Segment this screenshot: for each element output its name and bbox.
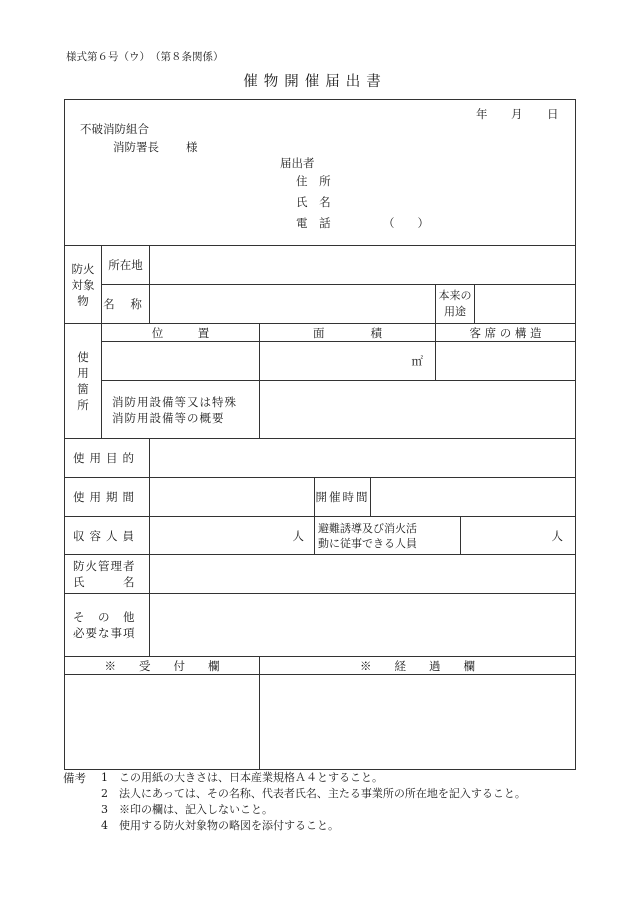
usage-area-line-1: 使 xyxy=(77,350,89,364)
target-name-label: 名 称 xyxy=(102,285,150,324)
evacuation-staff-label xyxy=(315,517,461,555)
other-matters-label-line-2: 必要な事項 xyxy=(73,626,136,640)
fire-manager-field[interactable] xyxy=(150,555,576,594)
purpose-of-use-field[interactable] xyxy=(150,439,576,478)
fire-manager-label-line-1: 防火管理者 xyxy=(73,559,136,573)
addressee-title: 消防署長 xyxy=(113,140,159,154)
fire-target-line-2: 対象 xyxy=(71,277,95,292)
notification-form-table xyxy=(64,99,576,770)
addressee-org: 不破消防組合 xyxy=(80,122,149,136)
honorific-label: 様 xyxy=(186,140,198,154)
capacity-label: 収容人員 xyxy=(65,517,150,555)
usage-area-line-2: 用 xyxy=(77,366,89,380)
note-item: 3 ※印の欄は、記入しないこと。 xyxy=(101,803,273,816)
fire-target-line-3: 物 xyxy=(77,293,89,308)
location-label: 所在地 xyxy=(102,246,150,285)
phone-parentheses: （ ） xyxy=(383,216,429,230)
phone-label: 電 話 xyxy=(296,216,335,230)
usage-area-line-4: 所 xyxy=(77,398,89,412)
fire-manager-label-line-2: 氏 名 xyxy=(73,575,136,589)
fire-manager-label xyxy=(65,555,150,594)
evacuation-staff-unit: 人 xyxy=(551,528,564,543)
original-purpose-field[interactable] xyxy=(475,285,576,324)
seating-structure-header: 客 席 の 構 造 xyxy=(436,324,576,342)
reception-column-header: ※ 受 付 欄 xyxy=(65,657,260,675)
capacity-field[interactable] xyxy=(150,517,315,555)
header-section xyxy=(65,100,576,246)
note-item: 1 この用紙の大きさは、日本産業規格Ａ４とすること。 xyxy=(101,771,383,784)
square-meter-unit: ㎡ xyxy=(411,354,423,368)
seating-structure-field[interactable] xyxy=(436,342,576,381)
area-header: 面 積 xyxy=(260,324,436,342)
usage-period-label: 使用期間 xyxy=(65,478,150,517)
event-hours-field[interactable] xyxy=(371,478,576,517)
address-label: 住 所 xyxy=(296,174,335,188)
usage-area-line-3: 箇 xyxy=(77,382,89,396)
date-month-label: 月 xyxy=(511,107,523,121)
reception-field xyxy=(65,675,260,770)
target-name-field[interactable] xyxy=(150,285,436,324)
event-hours-label: 開催時間 xyxy=(315,478,371,517)
fire-target-line-1: 防火 xyxy=(71,261,95,276)
date-year-label: 年 xyxy=(476,107,488,121)
position-field[interactable] xyxy=(102,342,260,381)
note-item: 2 法人にあっては、その名称、代表者氏名、主たる事業所の所在地を記入すること。 xyxy=(101,787,526,800)
evacuation-staff-field[interactable] xyxy=(461,517,576,555)
progress-field xyxy=(260,675,576,770)
usage-period-field[interactable] xyxy=(150,478,315,517)
evacuation-staff-label-line-1: 避難誘導及び消火活 xyxy=(318,521,417,535)
usage-area-group-label xyxy=(65,324,102,439)
location-field[interactable] xyxy=(150,246,576,285)
fire-equipment-label xyxy=(102,381,260,439)
progress-column-header: ※ 経 過 欄 xyxy=(260,657,576,675)
capacity-unit: 人 xyxy=(292,528,304,543)
note-item: 4 使用する防火対象物の略図を添付すること。 xyxy=(101,819,339,832)
fire-equipment-field[interactable] xyxy=(260,381,576,439)
original-purpose-label: 本来の用途 xyxy=(436,285,475,324)
page-title: 催物開催届出書 xyxy=(243,74,387,90)
fire-equipment-label-line-1: 消防用設備等又は特殊 xyxy=(112,394,237,409)
position-header: 位 置 xyxy=(102,324,260,342)
name-label: 氏 名 xyxy=(296,195,335,209)
notes-title: 備考 xyxy=(63,771,86,785)
applicant-label: 届出者 xyxy=(280,156,315,170)
date-day-label: 日 xyxy=(547,107,559,121)
evacuation-staff-label-line-2: 動に従事できる人員 xyxy=(318,536,417,550)
fire-equipment-label-line-2: 消防用設備等の概要 xyxy=(112,410,225,425)
purpose-of-use-label: 使用目的 xyxy=(65,439,150,478)
other-matters-label xyxy=(65,594,150,657)
fire-target-group-label xyxy=(65,246,102,324)
form-number-label: 様式第６号（ウ） （第８条関係） xyxy=(66,51,224,63)
area-field[interactable] xyxy=(260,342,436,381)
other-matters-label-line-1: そ の 他 xyxy=(73,610,136,624)
other-matters-field[interactable] xyxy=(150,594,576,657)
